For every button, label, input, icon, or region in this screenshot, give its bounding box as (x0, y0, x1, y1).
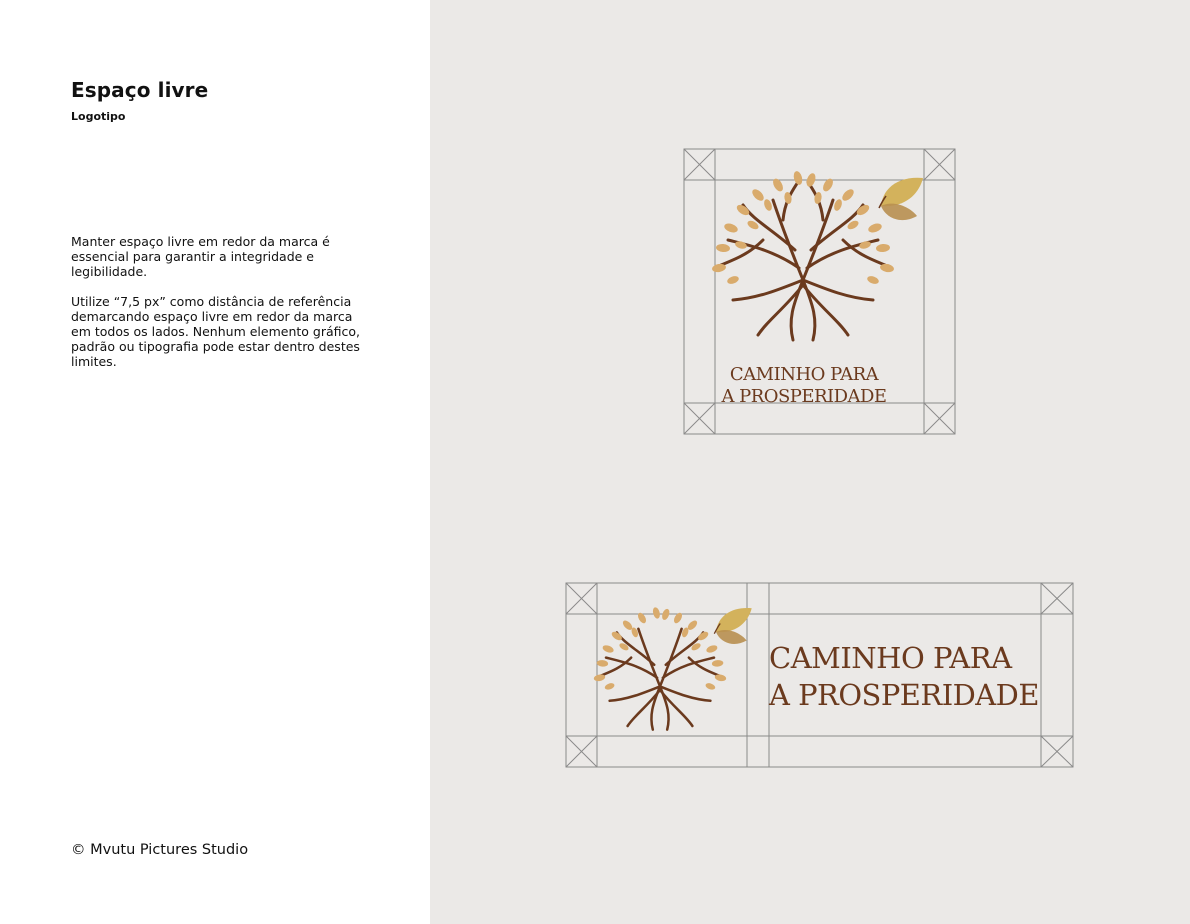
clear-space-grid (566, 583, 1073, 767)
logo-horizontal-clear-space (565, 582, 1075, 770)
tree-icon (711, 170, 894, 340)
page-title: Espaço livre (71, 78, 209, 102)
wordmark-line-1: CAMINHO PARA (729, 364, 879, 385)
wordmark-line-1: CAMINHO PARA (769, 641, 1012, 675)
logo-stacked-clear-space (683, 148, 957, 436)
left-panel (0, 0, 430, 924)
wordmark-line-2: A PROSPERIDADE (768, 678, 1039, 712)
butterfly-icon (714, 608, 751, 644)
butterfly-icon (879, 178, 923, 220)
footer-copyright: © Mvutu Pictures Studio (71, 842, 249, 858)
description-paragraph-2: Utilize “7,5 px” como distância de referência demarcando espaço livre em redor da marca em todos os lados. Nenhum elemento gráfico, padrão ou tipografia pode estar dentro destes limites. (71, 294, 360, 369)
wordmark-line-2: A PROSPERIDADE (720, 386, 887, 407)
page-subtitle: Logotipo (71, 110, 126, 123)
tree-icon (593, 607, 726, 730)
description-paragraph-1: Manter espaço livre em redor da marca é essencial para garantir a integridade e legibilidade. (71, 234, 330, 279)
right-panel (430, 0, 1190, 924)
